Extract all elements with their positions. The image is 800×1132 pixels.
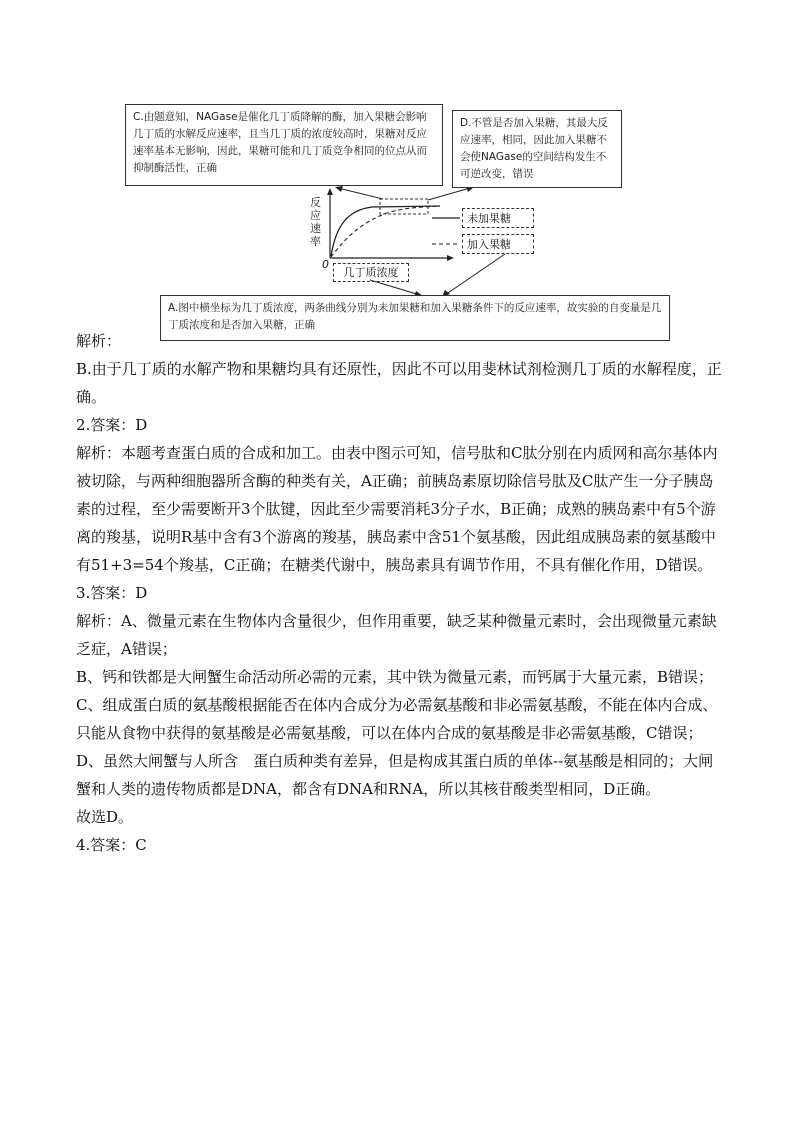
analysis-3-d: D、虽然大闸蟹与人所含 蛋白质种类有差异，但是构成其蛋白质的单体--氨基酸是相同的；大闸蟹和人类的遗传物质都是DNA，都含有DNA和RNA，所以其核苷酸类型相同，D正确。	[76, 752, 714, 798]
analysis-figure	[0, 0, 800, 340]
analysis-2: 解析：本题考查蛋白质的合成和加工。由表中图示可知，信号肽和C肽分别在内质网和高尔基体内被切除，与两种细胞器所含酶的种类有关，A正确；前胰岛素原切除信号肽及C肽产生一分子胰岛素的过程，至少需要断开3个肽键，因此至少需要消耗3分子水，B正确；成熟的胰岛素中有5个游离的羧基，说明R基中含有3个游离的羧基，胰岛素中含51个氨基酸，因此组成胰岛素的氨基酸中有51+3=54个羧基，C正确；在糖类代谢中，胰岛素具有调节作用，不具有催化作用，D错误。	[76, 444, 718, 574]
y-axis-label: 反应速率	[310, 196, 321, 248]
x-axis-arrow	[447, 255, 454, 261]
answer-text	[76, 327, 726, 859]
legend-no-fructose: 未加果糖	[462, 208, 534, 228]
x-axis-label: 几丁质浓度	[333, 263, 409, 282]
answer-2: 2.答案：D	[76, 416, 148, 434]
annotation-box-a: A.图中横坐标为几丁质浓度，两条曲线分别为未加果糖和加入果糖条件下的反应速率，故实验的自变量是几丁质浓度和是否加入果糖，正确	[160, 295, 670, 341]
arrowhead-c	[335, 186, 343, 192]
analysis-3-c: C、组成蛋白质的氨基酸根据能否在体内合成分为必需氨基酸和非必需氨基酸，不能在体内合成、只能从食物中获得的氨基酸是必需氨基酸，可以在体内合成的氨基酸是非必需氨基酸，C错误；	[76, 696, 718, 742]
arrow-x-to-a	[370, 280, 420, 295]
origin-label: 0	[322, 258, 329, 271]
arrow-legend-to-a	[445, 254, 505, 295]
analysis-3-b: B、钙和铁都是大闸蟹生命活动所必需的元素，其中铁为微量元素，而钙属于大量元素，B错误；	[76, 668, 714, 686]
arrow-to-d	[428, 188, 470, 200]
annotation-box-c: C.由题意知，NAGase是催化几丁质降解的酶，加入果糖会影响几丁质的水解反应速率，且当几丁质的浓度较高时，果糖对反应速率基本无影响，因此，果糖可能和几丁质竞争相同的位点从而抑制酶活性，正确	[125, 104, 443, 186]
arrow-to-c	[338, 188, 383, 199]
annotation-box-d: D.不管是否加入果糖，其最大反应速率，相同，因此加入果糖不会使NAGase的空间结构发生不可逆改变，错误	[452, 110, 622, 188]
y-axis-arrow	[327, 188, 333, 195]
analysis-3-a: 解析：A、微量元素在生物体内含量很少，但作用重要，缺乏某种微量元素时，会出现微量元素缺乏症，A错误；	[76, 612, 717, 658]
paragraph-b: B.由于几丁质的水解产物和果糖均具有还原性，因此不可以用斐林试剂检测几丁质的水解程度，正确。	[76, 360, 722, 406]
conclusion-3: 故选D。	[76, 808, 134, 826]
label-analysis-1: 解析：	[76, 332, 122, 350]
answer-4: 4.答案：C	[76, 836, 147, 854]
legend-fructose: 加入果糖	[462, 234, 534, 254]
answer-3: 3.答案：D	[76, 584, 148, 602]
